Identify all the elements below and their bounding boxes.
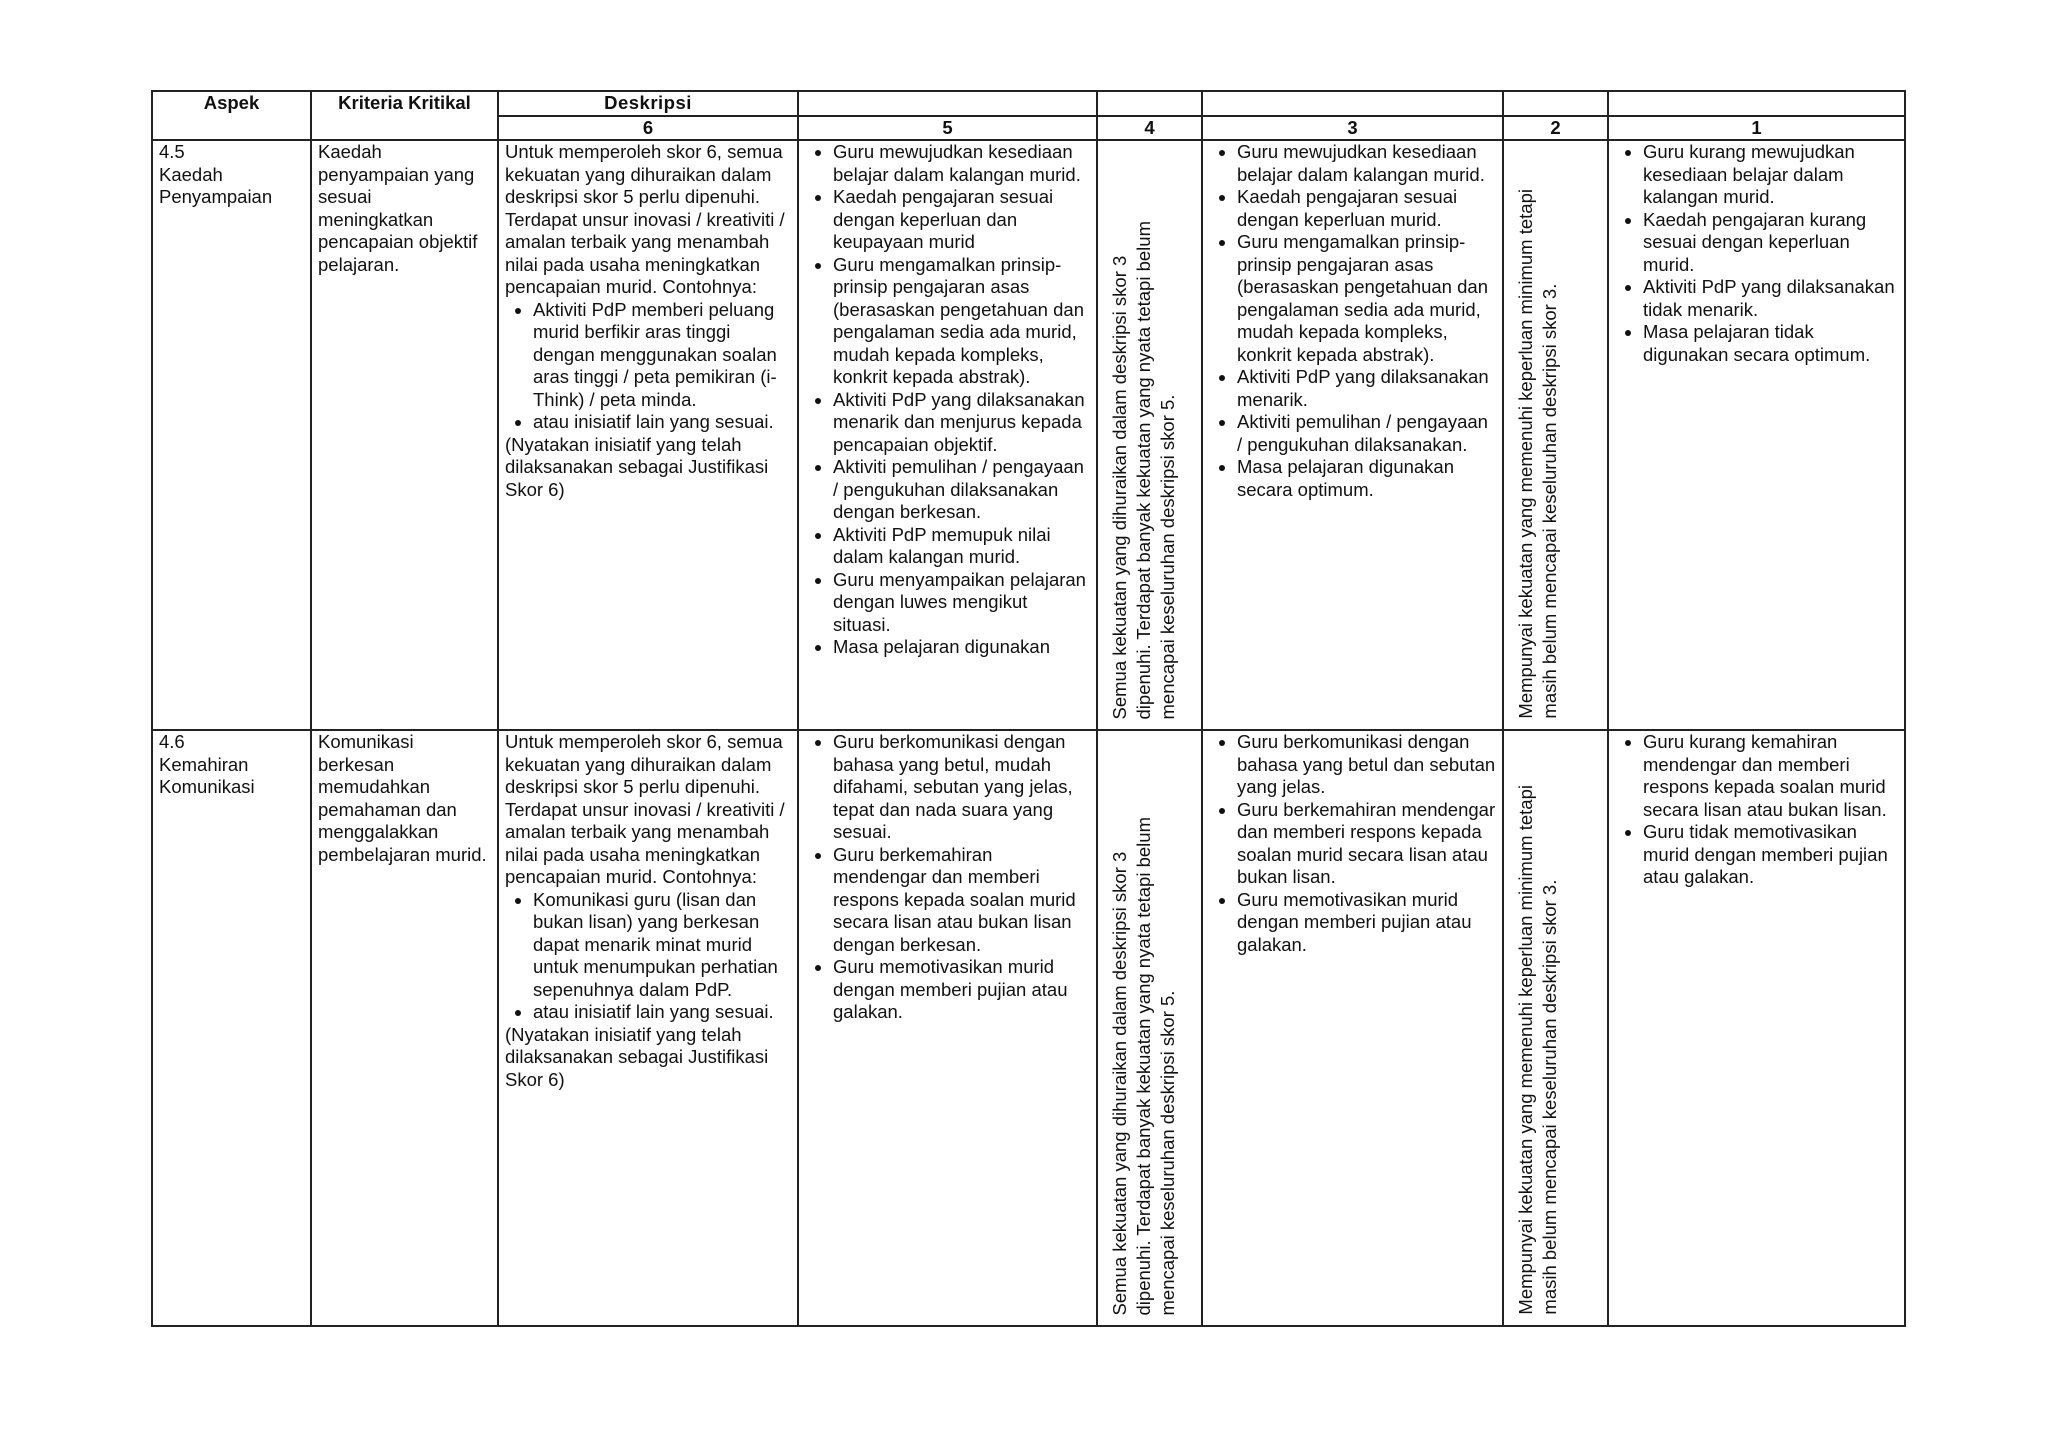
list-item: • atau inisiatif lain yang sesuai. [533,411,791,434]
list-item: • Guru menyampaikan pelajaran dengan luwes mengikut situasi. [833,569,1090,637]
score-1-list [1615,731,1898,889]
list-item: • Guru kurang mewujudkan kesediaan belajar dalam kalangan murid. [1643,141,1898,209]
list-item: • atau inisiatif lain yang sesuai. [533,1001,791,1024]
list-item: • Aktiviti PdP memberi peluang murid berfikir aras tinggi dengan menggunakan soalan aras tinggi / peta pemikiran (i-Think) / peta minda. [533,299,791,412]
list-item: • Masa pelajaran digunakan [833,636,1090,659]
list-item: • Kaedah pengajaran sesuai dengan keperluan dan keupayaan murid [833,186,1090,254]
score-3-list [1209,141,1496,501]
score-6-intro: Untuk memperoleh skor 6, semua kekuatan yang dihuraikan dalam deskripsi skor 5 perlu dipenuhi. Terdapat unsur inovasi / kreativiti / amalan terbaik yang menambah nilai pada usaha meningkatkan pencapaian murid. Contohnya: [505,731,785,887]
aspek-cell [152,140,311,730]
aspek-text: 4.6 Kemahiran Komunikasi [159,731,255,797]
list-item: • Aktiviti PdP memupuk nilai dalam kalangan murid. [833,524,1090,569]
list-item: • Masa pelajaran tidak digunakan secara optimum. [1643,321,1898,366]
score-header-6: 6 [498,116,798,141]
score-4-cell [1097,730,1202,1326]
score-5-list [805,731,1090,1024]
list-item: • Guru berkemahiran mendengar dan memberi respons kepada soalan murid secara lisan atau bukan lisan dengan berkesan. [833,844,1090,957]
score-4-text: Semua kekuatan yang dihuraikan dalam deskripsi skor 3 dipenuhi. Terdapat banyak kekuatan yang nyata tetapi belum mencapai keseluruhan deskripsi skor 5. [1109,816,1178,1315]
list-item: • Aktiviti PdP yang dilaksanakan menarik. [1237,366,1496,411]
score-header-1: 1 [1608,116,1905,141]
header-blank-2 [1503,91,1608,116]
score-header-2: 2 [1503,116,1608,141]
rubric-table [151,90,1906,1327]
score-6-cell [498,730,798,1326]
score-6-intro: Untuk memperoleh skor 6, semua kekuatan yang dihuraikan dalam deskripsi skor 5 perlu dipenuhi. Terdapat unsur inovasi / kreativiti / amalan terbaik yang menambah nilai pada usaha meningkatkan pencapaian murid. Contohnya: [505,141,785,297]
header-row [152,91,1905,116]
header-aspek: Aspek [152,91,311,140]
header-blank-4 [1097,91,1202,116]
score-5-list [805,141,1090,659]
list-item: • Kaedah pengajaran sesuai dengan keperluan murid. [1237,186,1496,231]
list-item: • Aktiviti PdP yang dilaksanakan tidak menarik. [1643,276,1898,321]
score-3-list [1209,731,1496,956]
list-item: • Guru mengamalkan prinsip-prinsip pengajaran asas (berasaskan pengetahuan dan pengalaman sedia ada murid, mudah kepada kompleks, konkrit kepada abstrak). [1237,231,1496,366]
list-item: • Guru berkemahiran mendengar dan memberi respons kepada soalan murid secara lisan atau bukan lisan. [1237,799,1496,889]
list-item: • Guru berkomunikasi dengan bahasa yang betul, mudah difahami, sebutan yang jelas, tepat dan nada suara yang sesuai. [833,731,1090,844]
score-6-note: (Nyatakan inisiatif yang telah dilaksanakan sebagai Justifikasi Skor 6) [505,1023,769,1090]
list-item: • Komunikasi guru (lisan dan bukan lisan) yang berkesan dapat menarik minat murid untuk menumpukan perhatian sepenuhnya dalam PdP. [533,889,791,1002]
score-2-cell [1503,730,1608,1326]
score-1-list [1615,141,1898,366]
list-item: • Guru memotivasikan murid dengan memberi pujian atau galakan. [833,956,1090,1024]
rubric-row-4-5 [152,140,1905,730]
list-item: • Kaedah pengajaran kurang sesuai dengan keperluan murid. [1643,209,1898,277]
score-6-cell [498,140,798,730]
list-item: • Guru berkomunikasi dengan bahasa yang betul dan sebutan yang jelas. [1237,731,1496,799]
score-6-note: (Nyatakan inisiatif yang telah dilaksanakan sebagai Justifikasi Skor 6) [505,433,769,500]
score-header-5: 5 [798,116,1097,141]
list-item: • Guru memotivasikan murid dengan memberi pujian atau galakan. [1237,889,1496,957]
score-5-cell [798,730,1097,1326]
list-item: • Guru kurang kemahiran mendengar dan memberi respons kepada soalan murid secara lisan atau bukan lisan. [1643,731,1898,821]
header-kriteria: Kriteria Kritikal [311,91,498,140]
score-2-text: Mempunyai kekuatan yang memenuhi keperluan minimum tetapi masih belum mencapai keseluruhan deskripsi skor 3. [1515,189,1560,719]
list-item: • Aktiviti pemulihan / pengayaan / pengukuhan dilaksanakan dengan berkesan. [833,456,1090,524]
score-4-text: Semua kekuatan yang dihuraikan dalam deskripsi skor 3 dipenuhi. Terdapat banyak kekuatan yang nyata tetapi belum mencapai keseluruhan deskripsi skor 5. [1109,220,1178,719]
score-header-3: 3 [1202,116,1503,141]
score-1-cell [1608,140,1905,730]
list-item: • Aktiviti pemulihan / pengayaan / pengukuhan dilaksanakan. [1237,411,1496,456]
score-3-cell [1202,140,1503,730]
list-item: • Guru mengamalkan prinsip-prinsip pengajaran asas (berasaskan pengetahuan dan pengalaman sedia ada murid, mudah kepada kompleks, konkrit kepada abstrak). [833,254,1090,389]
kriteria-cell [311,730,498,1326]
score-1-cell [1608,730,1905,1326]
header-blank-3 [1202,91,1503,116]
score-4-cell [1097,140,1202,730]
header-blank-5 [798,91,1097,116]
list-item: • Aktiviti PdP yang dilaksanakan menarik dan menjurus kepada pencapaian objektif. [833,389,1090,457]
list-item: • Guru mewujudkan kesediaan belajar dalam kalangan murid. [1237,141,1496,186]
kriteria-text: Kaedah penyampaian yang sesuai meningkatkan pencapaian objektif pelajaran. [318,141,478,275]
aspek-text: 4.5 Kaedah Penyampaian [159,141,273,207]
aspek-cell [152,730,311,1326]
header-blank-1 [1608,91,1905,116]
list-item: • Masa pelajaran digunakan secara optimum. [1237,456,1496,501]
score-2-text: Mempunyai kekuatan yang memenuhi keperluan minimum tetapi masih belum mencapai keseluruhan deskripsi skor 3. [1515,785,1560,1315]
list-item: • Guru mewujudkan kesediaan belajar dalam kalangan murid. [833,141,1090,186]
list-item: • Guru tidak memotivasikan murid dengan memberi pujian atau galakan. [1643,821,1898,889]
score-3-cell [1202,730,1503,1326]
score-header-4: 4 [1097,116,1202,141]
rubric-row-4-6 [152,730,1905,1326]
score-6-list [505,889,791,1024]
score-5-cell [798,140,1097,730]
kriteria-text: Komunikasi berkesan memudahkan pemahaman dan menggalakkan pembelajaran murid. [318,731,487,865]
score-6-list [505,299,791,434]
header-deskripsi: Deskripsi [498,91,798,116]
score-2-cell [1503,140,1608,730]
kriteria-cell [311,140,498,730]
